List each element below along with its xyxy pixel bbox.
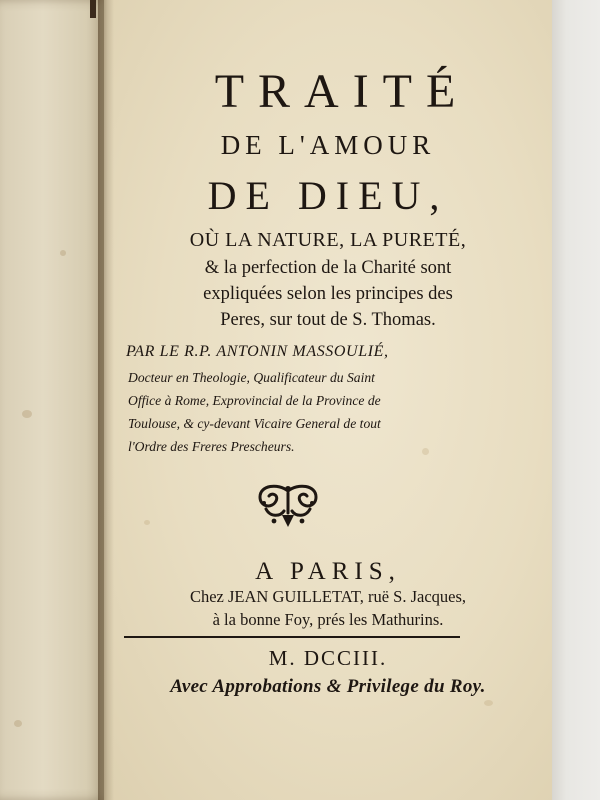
title-main: TRAITÉ bbox=[214, 65, 470, 118]
subtitle-line: & la perfection de la Charité sont bbox=[204, 258, 452, 278]
imprint-printer-line: Chez JEAN GUILLETAT, ruë S. Jacques, bbox=[189, 587, 467, 606]
subtitle-line: Peres, sur tout de S. Thomas. bbox=[220, 310, 436, 330]
subtitle-caps: OÙ LA NATURE, LA PURETÉ, bbox=[189, 229, 467, 251]
author-name: PAR LE R.P. ANTONIN MASSOULIÉ, bbox=[126, 343, 389, 360]
subtitle-line: expliquées selon les principes des bbox=[203, 284, 453, 304]
imprint-rule bbox=[124, 636, 460, 638]
author-credentials-line: Office à Rome, Exprovincial de la Province de bbox=[128, 393, 381, 408]
verso-page bbox=[0, 0, 108, 800]
imprint-printer-line: à la bonne Foy, prés les Mathurins. bbox=[212, 610, 444, 629]
title-line-2: DE L'AMOUR bbox=[220, 130, 436, 160]
imprint-place: A PARIS, bbox=[255, 558, 401, 585]
imprint-year: M. DCCIII. bbox=[268, 646, 388, 670]
author-credentials-line: Docteur en Theologie, Qualificateur du Saint bbox=[128, 370, 375, 385]
page-edge bbox=[552, 0, 600, 800]
approbation-line: Avec Approbations & Privilege du Roy. bbox=[170, 676, 486, 697]
cover-edge bbox=[90, 0, 96, 18]
fleuron-ornament-icon bbox=[254, 483, 322, 529]
author-credentials-line: Toulouse, & cy-devant Vicaire General de tout bbox=[128, 416, 381, 431]
author-credentials-line: l'Ordre des Freres Prescheurs. bbox=[128, 439, 295, 454]
title-line-3: DE DIEU, bbox=[207, 173, 449, 218]
